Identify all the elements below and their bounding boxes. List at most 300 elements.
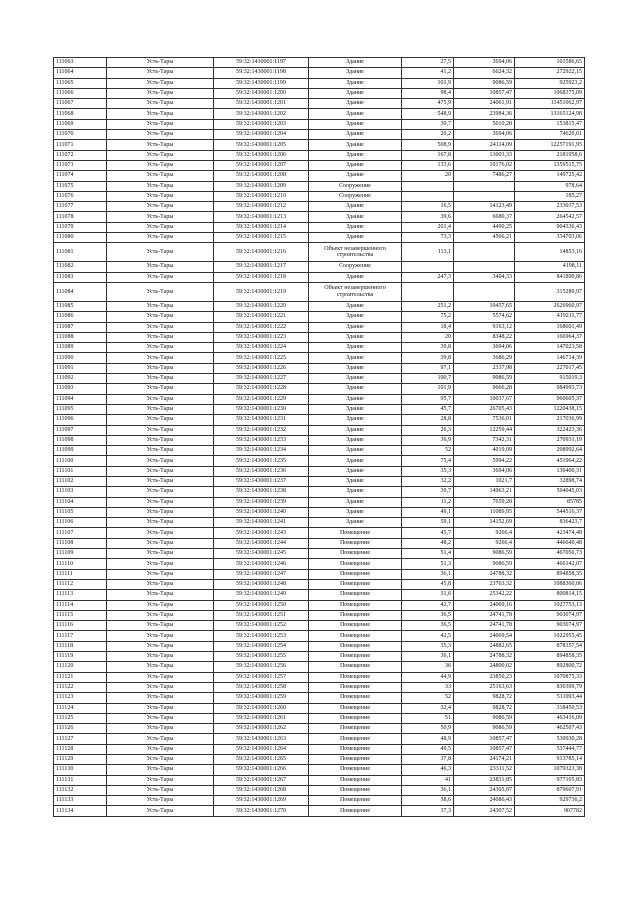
cadastral-value-cell: 264542,57 — [515, 212, 585, 222]
settlement-cell: Усть-Тары — [107, 160, 214, 170]
cadastral-number-cell: 59:32:1430001:1228 — [214, 384, 309, 394]
unit-cost-cell: 12259,44 — [454, 425, 515, 435]
unit-cost-cell: 23763,32 — [454, 579, 515, 589]
object-type-cell: Здание — [309, 404, 402, 414]
table-body — [54, 58, 585, 817]
table-row — [54, 384, 585, 394]
unit-cost-cell: 13003,33 — [454, 150, 515, 160]
table-row — [54, 487, 585, 497]
area-cell: 11,2 — [402, 497, 454, 507]
table-row — [54, 796, 585, 806]
table-row — [54, 363, 585, 373]
cadastral-value-cell: 12257191,95 — [515, 140, 585, 150]
object-type-cell: Здание — [309, 343, 402, 353]
area-cell: 28,8 — [402, 415, 454, 425]
cadastral-value-cell: 903074,97 — [515, 610, 585, 620]
cadastral-number-cell: 59:32:1430001:1270 — [214, 806, 309, 816]
row-number-cell: 111083 — [54, 272, 107, 282]
cadastral-number-cell: 59:32:1430001:1241 — [214, 518, 309, 528]
cadastral-value-cell: 74620,01 — [515, 130, 585, 140]
cadastral-number-cell: 59:32:1430001:1230 — [214, 404, 309, 414]
row-number-cell: 111096 — [54, 415, 107, 425]
settlement-cell: Усть-Тары — [107, 140, 214, 150]
settlement-cell: Усть-Тары — [107, 610, 214, 620]
cadastral-number-cell: 59:32:1430001:1208 — [214, 171, 309, 181]
cadastral-value-cell: 978,64 — [515, 181, 585, 191]
object-type-cell: Помещение — [309, 682, 402, 692]
object-type-cell: Здание — [309, 435, 402, 445]
settlement-cell: Усть-Тары — [107, 58, 214, 68]
row-number-cell: 111132 — [54, 785, 107, 795]
row-number-cell: 111120 — [54, 662, 107, 672]
settlement-cell: Усть-Тары — [107, 744, 214, 754]
area-cell: 36,9 — [402, 435, 454, 445]
object-type-cell: Сооружение — [309, 262, 402, 272]
cadastral-number-cell: 59:32:1430001:1239 — [214, 497, 309, 507]
settlement-cell: Усть-Тары — [107, 703, 214, 713]
settlement-cell: Усть-Тары — [107, 191, 214, 201]
settlement-cell: Усть-Тары — [107, 88, 214, 98]
object-type-cell: Здание — [309, 487, 402, 497]
table-row — [54, 713, 585, 723]
object-type-cell: Здание — [309, 130, 402, 140]
unit-cost-cell: 10857,47 — [454, 744, 515, 754]
unit-cost-cell: 7659,28 — [454, 497, 515, 507]
cadastral-table — [53, 57, 585, 817]
unit-cost-cell: 3686,29 — [454, 353, 515, 363]
unit-cost-cell: 24307,52 — [454, 806, 515, 816]
unit-cost-cell: 9828,72 — [454, 703, 515, 713]
row-number-cell: 111094 — [54, 394, 107, 404]
settlement-cell: Усть-Тары — [107, 262, 214, 272]
row-number-cell: 111128 — [54, 744, 107, 754]
area-cell: 33 — [402, 682, 454, 692]
area-cell: 27,5 — [402, 58, 454, 68]
cadastral-value-cell: 208992,64 — [515, 446, 585, 456]
cadastral-value-cell: 960605,37 — [515, 394, 585, 404]
cadastral-number-cell: 59:32:1430001:1232 — [214, 425, 309, 435]
unit-cost-cell: 9266,4 — [454, 528, 515, 538]
object-type-cell: Помещение — [309, 600, 402, 610]
unit-cost-cell: 7342,31 — [454, 435, 515, 445]
row-number-cell: 111125 — [54, 713, 107, 723]
cadastral-number-cell: 59:32:1430001:1213 — [214, 212, 309, 222]
area-cell: 36,5 — [402, 610, 454, 620]
unit-cost-cell: 25163,63 — [454, 682, 515, 692]
settlement-cell: Усть-Тары — [107, 590, 214, 600]
row-number-cell: 111068 — [54, 109, 107, 119]
table-row — [54, 600, 585, 610]
cadastral-value-cell: 904336,43 — [515, 222, 585, 232]
table-row — [54, 109, 585, 119]
cadastral-number-cell: 59:32:1430001:1225 — [214, 353, 309, 363]
cadastral-number-cell: 59:32:1430001:1257 — [214, 672, 309, 682]
row-number-cell: 111081 — [54, 243, 107, 262]
object-type-cell: Здание — [309, 272, 402, 282]
area-cell: 45,7 — [402, 528, 454, 538]
area-cell: 101,9 — [402, 384, 454, 394]
table-row — [54, 415, 585, 425]
object-type-cell: Помещение — [309, 631, 402, 641]
object-type-cell: Помещение — [309, 559, 402, 569]
table-row — [54, 58, 585, 68]
cadastral-value-cell: 2626960,97 — [515, 301, 585, 311]
row-number-cell: 111095 — [54, 404, 107, 414]
settlement-cell: Усть-Тары — [107, 507, 214, 517]
unit-cost-cell: 26705,43 — [454, 404, 515, 414]
cadastral-value-cell: 1027753,13 — [515, 600, 585, 610]
cadastral-number-cell: 59:32:1430001:1210 — [214, 191, 309, 201]
table-row — [54, 724, 585, 734]
area-cell: 59,1 — [402, 518, 454, 528]
area-cell: 73,3 — [402, 233, 454, 243]
cadastral-value-cell: 185,27 — [515, 191, 585, 201]
settlement-cell: Усть-Тары — [107, 68, 214, 78]
settlement-cell: Усть-Тары — [107, 312, 214, 322]
unit-cost-cell: 14123,49 — [454, 202, 515, 212]
row-number-cell: 111092 — [54, 374, 107, 384]
cadastral-number-cell: 59:32:1430001:1243 — [214, 528, 309, 538]
area-cell: 39,8 — [402, 343, 454, 353]
row-number-cell: 111129 — [54, 755, 107, 765]
settlement-cell: Усть-Тары — [107, 549, 214, 559]
table-row — [54, 99, 585, 109]
object-type-cell: Здание — [309, 322, 402, 332]
row-number-cell: 111121 — [54, 672, 107, 682]
unit-cost-cell — [454, 181, 515, 191]
cadastral-number-cell: 59:32:1430001:1217 — [214, 262, 309, 272]
row-number-cell: 111080 — [54, 233, 107, 243]
cadastral-number-cell: 59:32:1430001:1233 — [214, 435, 309, 445]
cadastral-number-cell: 59:32:1430001:1256 — [214, 662, 309, 672]
cadastral-value-cell: 168601,49 — [515, 322, 585, 332]
area-cell: 251,2 — [402, 301, 454, 311]
object-type-cell: Помещение — [309, 652, 402, 662]
cadastral-number-cell: 59:32:1430001:1250 — [214, 600, 309, 610]
table-row — [54, 394, 585, 404]
cadastral-value-cell: 830399,79 — [515, 682, 585, 692]
cadastral-number-cell: 59:32:1430001:1226 — [214, 363, 309, 373]
cadastral-value-cell: 530930,28 — [515, 734, 585, 744]
cadastral-value-cell: 892800,72 — [515, 662, 585, 672]
object-type-cell: Помещение — [309, 744, 402, 754]
object-type-cell: Помещение — [309, 785, 402, 795]
settlement-cell: Усть-Тары — [107, 806, 214, 816]
row-number-cell: 111134 — [54, 806, 107, 816]
cadastral-value-cell: 1359515,75 — [515, 160, 585, 170]
table-row — [54, 549, 585, 559]
cadastral-value-cell: 915019,3 — [515, 374, 585, 384]
table-row — [54, 703, 585, 713]
row-number-cell: 111107 — [54, 528, 107, 538]
cadastral-value-cell: 467050,73 — [515, 549, 585, 559]
cadastral-number-cell: 59:32:1430001:1245 — [214, 549, 309, 559]
object-type-cell: Помещение — [309, 610, 402, 620]
row-number-cell: 111074 — [54, 171, 107, 181]
cadastral-value-cell: 879607,91 — [515, 785, 585, 795]
area-cell: 75,4 — [402, 456, 454, 466]
row-number-cell: 111126 — [54, 724, 107, 734]
cadastral-value-cell: 315289,97 — [515, 282, 585, 301]
area-cell: 97,1 — [402, 363, 454, 373]
area-cell — [402, 191, 454, 201]
area-cell: 548,9 — [402, 109, 454, 119]
cadastral-number-cell: 59:32:1430001:1202 — [214, 109, 309, 119]
row-number-cell: 111069 — [54, 119, 107, 129]
table-row — [54, 222, 585, 232]
row-number-cell: 111103 — [54, 487, 107, 497]
cadastral-number-cell: 59:32:1430001:1204 — [214, 130, 309, 140]
object-type-cell: Здание — [309, 312, 402, 322]
area-cell: 48,9 — [402, 734, 454, 744]
area-cell — [402, 262, 454, 272]
cadastral-value-cell: 423474,48 — [515, 528, 585, 538]
cadastral-value-cell: 85785 — [515, 497, 585, 507]
table-row — [54, 662, 585, 672]
object-type-cell: Помещение — [309, 621, 402, 631]
table-row — [54, 68, 585, 78]
unit-cost-cell: 5010,28 — [454, 119, 515, 129]
settlement-cell: Усть-Тары — [107, 579, 214, 589]
settlement-cell: Усть-Тары — [107, 785, 214, 795]
cadastral-value-cell: 907782 — [515, 806, 585, 816]
settlement-cell: Усть-Тары — [107, 394, 214, 404]
unit-cost-cell: 24086,43 — [454, 796, 515, 806]
cadastral-value-cell: 894858,35 — [515, 569, 585, 579]
object-type-cell: Помещение — [309, 765, 402, 775]
row-number-cell: 111064 — [54, 68, 107, 78]
cadastral-value-cell: 322423,36 — [515, 425, 585, 435]
settlement-cell: Усть-Тары — [107, 181, 214, 191]
table-row — [54, 518, 585, 528]
row-number-cell: 111091 — [54, 363, 107, 373]
unit-cost-cell: 9086,59 — [454, 374, 515, 384]
unit-cost-cell: 1021,7 — [454, 476, 515, 486]
object-type-cell: Здание — [309, 99, 402, 109]
unit-cost-cell: 9828,72 — [454, 693, 515, 703]
object-type-cell: Помещение — [309, 528, 402, 538]
object-type-cell: Здание — [309, 384, 402, 394]
row-number-cell: 111117 — [54, 631, 107, 641]
unit-cost-cell: 10457,65 — [454, 301, 515, 311]
unit-cost-cell — [454, 262, 515, 272]
settlement-cell: Усть-Тары — [107, 446, 214, 456]
unit-cost-cell: 23850,23 — [454, 672, 515, 682]
object-type-cell: Здание — [309, 415, 402, 425]
cadastral-number-cell: 59:32:1430001:1201 — [214, 99, 309, 109]
document-page — [53, 57, 584, 817]
cadastral-number-cell: 59:32:1430001:1212 — [214, 202, 309, 212]
cadastral-value-cell: 800814,15 — [515, 590, 585, 600]
cadastral-value-cell: 594045,03 — [515, 487, 585, 497]
row-number-cell: 111079 — [54, 222, 107, 232]
row-number-cell: 111063 — [54, 58, 107, 68]
area-cell: 41 — [402, 775, 454, 785]
table-row — [54, 765, 585, 775]
settlement-cell: Усть-Тары — [107, 222, 214, 232]
cadastral-number-cell: 59:32:1430001:1203 — [214, 119, 309, 129]
settlement-cell: Усть-Тары — [107, 487, 214, 497]
settlement-cell: Усть-Тары — [107, 631, 214, 641]
row-number-cell: 111066 — [54, 88, 107, 98]
settlement-cell: Усть-Тары — [107, 150, 214, 160]
object-type-cell: Помещение — [309, 538, 402, 548]
settlement-cell: Усть-Тары — [107, 212, 214, 222]
unit-cost-cell: 7536,01 — [454, 415, 515, 425]
table-row — [54, 150, 585, 160]
object-type-cell: Здание — [309, 456, 402, 466]
object-type-cell: Здание — [309, 58, 402, 68]
cadastral-value-cell: 537444,77 — [515, 744, 585, 754]
row-number-cell: 111077 — [54, 202, 107, 212]
unit-cost-cell: 9086,59 — [454, 549, 515, 559]
area-cell: 508,9 — [402, 140, 454, 150]
row-number-cell: 111070 — [54, 130, 107, 140]
unit-cost-cell: 8348,22 — [454, 332, 515, 342]
unit-cost-cell: 24882,65 — [454, 641, 515, 651]
row-number-cell: 111098 — [54, 435, 107, 445]
cadastral-value-cell: 878357,54 — [515, 641, 585, 651]
object-type-cell: Здание — [309, 171, 402, 181]
area-cell: 36,1 — [402, 569, 454, 579]
settlement-cell: Усть-Тары — [107, 724, 214, 734]
cadastral-number-cell: 59:32:1430001:1227 — [214, 374, 309, 384]
cadastral-value-cell: 1068375,09 — [515, 88, 585, 98]
object-type-cell: Сооружение — [309, 181, 402, 191]
cadastral-number-cell: 59:32:1430001:1263 — [214, 734, 309, 744]
unit-cost-cell — [454, 282, 515, 301]
table-row — [54, 652, 585, 662]
table-row — [54, 734, 585, 744]
table-row — [54, 301, 585, 311]
cadastral-number-cell: 59:32:1430001:1197 — [214, 58, 309, 68]
object-type-cell: Здание — [309, 78, 402, 88]
object-type-cell: Помещение — [309, 693, 402, 703]
area-cell: 75,2 — [402, 312, 454, 322]
object-type-cell: Здание — [309, 466, 402, 476]
unit-cost-cell: 9163,12 — [454, 322, 515, 332]
table-row — [54, 806, 585, 816]
settlement-cell: Усть-Тары — [107, 569, 214, 579]
area-cell: 31,6 — [402, 590, 454, 600]
table-row — [54, 631, 585, 641]
object-type-cell: Здание — [309, 109, 402, 119]
cadastral-number-cell: 59:32:1430001:1229 — [214, 394, 309, 404]
settlement-cell: Усть-Тары — [107, 755, 214, 765]
cadastral-value-cell: 146714,39 — [515, 353, 585, 363]
object-type-cell: Помещение — [309, 724, 402, 734]
settlement-cell: Усть-Тары — [107, 99, 214, 109]
object-type-cell: Здание — [309, 119, 402, 129]
cadastral-number-cell: 59:32:1430001:1221 — [214, 312, 309, 322]
table-row — [54, 579, 585, 589]
object-type-cell: Здание — [309, 332, 402, 342]
unit-cost-cell: 6680,37 — [454, 212, 515, 222]
settlement-cell: Усть-Тары — [107, 734, 214, 744]
unit-cost-cell: 3694,06 — [454, 130, 515, 140]
object-type-cell: Здание — [309, 518, 402, 528]
object-type-cell: Помещение — [309, 755, 402, 765]
area-cell: 36,1 — [402, 785, 454, 795]
cadastral-value-cell: 419211,77 — [515, 312, 585, 322]
settlement-cell: Усть-Тары — [107, 353, 214, 363]
row-number-cell: 111122 — [54, 682, 107, 692]
row-number-cell: 111067 — [54, 99, 107, 109]
cadastral-number-cell: 59:32:1430001:1259 — [214, 693, 309, 703]
settlement-cell: Усть-Тары — [107, 425, 214, 435]
object-type-cell: Здание — [309, 507, 402, 517]
table-row — [54, 610, 585, 620]
area-cell: 48,2 — [402, 538, 454, 548]
area-cell: 20 — [402, 171, 454, 181]
object-type-cell: Здание — [309, 233, 402, 243]
cadastral-value-cell: 147023,58 — [515, 343, 585, 353]
row-number-cell: 111085 — [54, 301, 107, 311]
cadastral-value-cell: 544516,37 — [515, 507, 585, 517]
table-row — [54, 507, 585, 517]
cadastral-number-cell: 59:32:1430001:1248 — [214, 579, 309, 589]
unit-cost-cell: 3694,06 — [454, 343, 515, 353]
unit-cost-cell: 3694,06 — [454, 466, 515, 476]
unit-cost-cell: 23984,36 — [454, 109, 515, 119]
table-row — [54, 466, 585, 476]
cadastral-value-cell: 334703,06 — [515, 233, 585, 243]
unit-cost-cell: 3404,33 — [454, 272, 515, 282]
settlement-cell: Усть-Тары — [107, 693, 214, 703]
cadastral-value-cell: 166964,37 — [515, 332, 585, 342]
table-row — [54, 243, 585, 262]
object-type-cell: Здание — [309, 140, 402, 150]
object-type-cell: Здание — [309, 88, 402, 98]
cadastral-number-cell: 59:32:1430001:1246 — [214, 559, 309, 569]
settlement-cell: Усть-Тары — [107, 713, 214, 723]
area-cell: 52 — [402, 446, 454, 456]
settlement-cell: Усть-Тары — [107, 343, 214, 353]
cadastral-number-cell: 59:32:1430001:1214 — [214, 222, 309, 232]
cadastral-value-cell: 153815,47 — [515, 119, 585, 129]
unit-cost-cell: 9086,59 — [454, 78, 515, 88]
cadastral-value-cell: 1070875,33 — [515, 672, 585, 682]
object-type-cell: Здание — [309, 363, 402, 373]
unit-cost-cell: 5994,22 — [454, 456, 515, 466]
cadastral-value-cell: 217036,99 — [515, 415, 585, 425]
cadastral-value-cell: 130400,31 — [515, 466, 585, 476]
area-cell: 167,8 — [402, 150, 454, 160]
settlement-cell: Усть-Тары — [107, 130, 214, 140]
cadastral-value-cell: 1220438,15 — [515, 404, 585, 414]
cadastral-value-cell: 913785,14 — [515, 755, 585, 765]
settlement-cell: Усть-Тары — [107, 621, 214, 631]
unit-cost-cell: 9086,59 — [454, 559, 515, 569]
cadastral-number-cell: 59:32:1430001:1216 — [214, 243, 309, 262]
area-cell: 16,5 — [402, 202, 454, 212]
area-cell: 45,7 — [402, 404, 454, 414]
settlement-cell: Усть-Тары — [107, 456, 214, 466]
area-cell: 32,4 — [402, 703, 454, 713]
row-number-cell: 111133 — [54, 796, 107, 806]
cadastral-number-cell: 59:32:1430001:1237 — [214, 476, 309, 486]
cadastral-number-cell: 59:32:1430001:1231 — [214, 415, 309, 425]
cadastral-number-cell: 59:32:1430001:1264 — [214, 744, 309, 754]
table-row — [54, 682, 585, 692]
cadastral-value-cell: 836423,7 — [515, 518, 585, 528]
area-cell: 42,7 — [402, 600, 454, 610]
settlement-cell: Усть-Тары — [107, 384, 214, 394]
settlement-cell: Усть-Тары — [107, 301, 214, 311]
settlement-cell: Усть-Тары — [107, 538, 214, 548]
object-type-cell: Помещение — [309, 713, 402, 723]
cadastral-value-cell: 101586,65 — [515, 58, 585, 68]
